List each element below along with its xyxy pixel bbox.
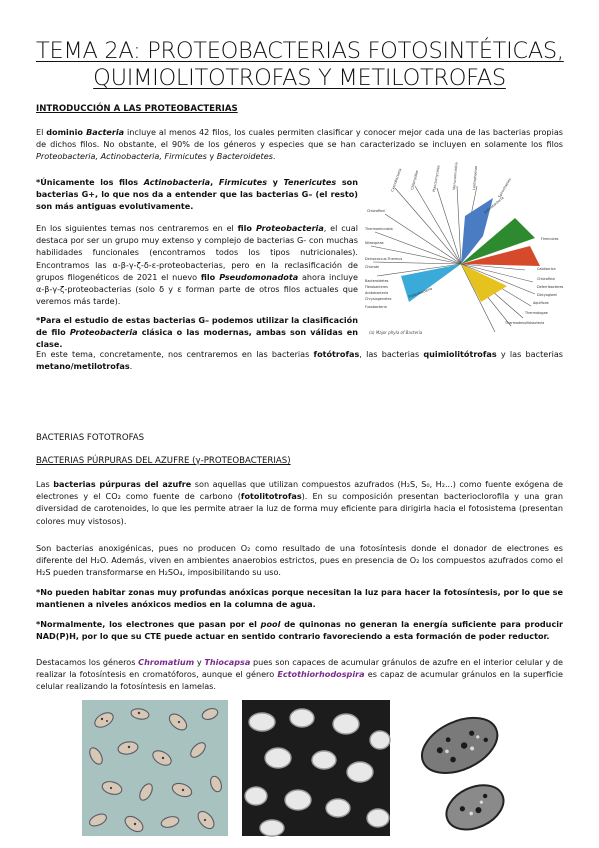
svg-text:Chlamydiae: Chlamydiae [410,169,420,191]
fototrofas-paragraph-1: Las bacterias púrpuras del azufre son aquellas que utilizan compuestos azufrados (H₂S, S₀, H₂...) como fuente exógena de electrones y el CO₂ como fuente de carbono (fotolitotrofas). En su composición presentan bacterioclorofila y una gran diversidad de carotenoides, lo que les permite atraer la luz de forma muy eficiente para dirigirla hacia el fotosistema (presentan colores muy vistosos). [36,479,563,526]
svg-text:Thermodesulfobacteria: Thermodesulfobacteria [505,321,545,325]
intro-paragraph-1: El dominio Bacteria incluye al menos 42 filos, los cuales permiten clasificar y conocer mejor cada una de las bacterias propias de dichos filos. No obstante, el 90% de los géneros y especies que se han caracterizado se incluyen en solamente los filos Proteobacteria, Actinobacteria, Firmicutes y Bacteroidetes. [36,127,564,162]
title-line-1: TEMA 2A: PROTEOBACTERIAS FOTOSINTÉTICAS, [36,38,564,64]
intro-note-1: *Únicamente los filos Actinobacteria, Firmicutes y Tenericutes son bacterias G+, lo que nos da a entender que las bacterias G– (el resto) son más antiguas evolutivamente. [36,177,358,212]
micrograph-ectothiorhodospira [404,700,524,836]
section-heading-intro: INTRODUCCIÓN A LAS PROTEOBACTERIAS [36,104,238,114]
svg-text:Chrysiogenetes: Chrysiogenetes [365,297,392,301]
page-title [36,38,563,92]
svg-text:Planctomycetes: Planctomycetes [432,164,441,193]
svg-text:Chloroflexi: Chloroflexi [367,209,386,213]
svg-text:Deinococcus-Thermus: Deinococcus-Thermus [365,257,403,261]
svg-text:Fusobacteria: Fusobacteria [365,305,387,309]
section-heading-fototrofas: BACTERIAS FOTOTROFAS [36,433,145,443]
svg-text:Thermomicrobia: Thermomicrobia [365,227,393,231]
micrograph-chromatium [82,700,228,836]
svg-text:Chloroflexi: Chloroflexi [537,277,556,281]
svg-text:Dictyoglomi: Dictyoglomi [537,293,558,297]
svg-text:Verrucomicrobia: Verrucomicrobia [452,162,459,191]
intro-note-2: *Para el estudio de estas bacterias G– podemos utilizar la clasificación de filo Proteobacteria clásica o las modernas, ambas son válidas en clase. [36,315,358,350]
svg-text:Spirochaetes: Spirochaetes [497,177,512,199]
svg-text:Cyanobacteria: Cyanobacteria [390,167,403,193]
fototrofas-paragraph-2: Son bacterias anoxigénicas, pues no producen O₂ como resultado de una fotosíntesis donde el donador de electrones es diferente del H₂O. Además, viven en ambientes anaerobios estrictos, pues en presencia de O₂ los compuestos azufrados como el H₂S pueden transformarse en H₂SO₄, imposibilitando su uso. [36,543,563,578]
svg-text:Thermotogae: Thermotogae [525,311,548,315]
svg-text:Fibrobacteres: Fibrobacteres [365,285,388,289]
svg-text:Chlorobi: Chlorobi [365,265,380,269]
intro-paragraph-3: En este tema, concretamente, nos centraremos en las bacterias fotótrofas, las bacterias quimiolitótrofas y las bacterias metano/metilotrofas. [36,349,563,372]
svg-text:Proteobacteria: Proteobacteria [407,286,433,299]
figure-caption: (a) Major phyla of Bacteria [369,330,423,335]
intro-paragraph-2: En los siguientes temas nos centraremos en el filo Proteobacteria, el cual destaca por ser un grupo muy extenso y complejo de bacterias G- con muchas habilidades funcionales (encontramos todos los tipos nutricionales). Encontramos las α-β-γ-ζ-δ-ε-proteobacterias, pero en la reclasificación de grupos filogenéticos de 2021 el nuevo filo Pseudomonadota ahora incluye α-β-γ-ζ-proteobacterias (solo δ y ε forman parte de otros filos actuales que veremos más tarde). [36,223,359,307]
fototrofas-paragraph-3: Destacamos los géneros Chromatium y Thiocapsa pues son capaces de acumular gránulos de azufre en el interior celular y de realizar la fotosíntesis en cromatóforos, aunque el género Ectothiorhodospira es capaz de acumular gránulos en la superficie celular realizando la fotosíntesis en lamelas. [36,657,563,692]
svg-text:Nitrospirae: Nitrospirae [365,241,384,245]
svg-text:Firmicutes: Firmicutes [541,237,559,241]
subsection-heading-purpuras: BACTERIAS PÚRPURAS DEL AZUFRE (γ-PROTEOBACTERIAS) [36,456,291,466]
svg-text:Deferribacteres: Deferribacteres [537,285,564,289]
micrograph-thiocapsa [242,700,390,836]
svg-text:Acidobacteria: Acidobacteria [365,291,389,295]
phylogenetic-tree-figure [365,162,578,336]
fototrofas-note-1: *No pueden habitar zonas muy profundas anóxicas porque necesitan la luz para hacer la fotosíntesis, por lo que se mantienen a niveles anóxicos medios en la columna de agua. [36,587,563,610]
svg-text:Bacteroidetes: Bacteroidetes [365,279,389,283]
svg-text:Caldiserica: Caldiserica [537,267,556,271]
svg-text:Aquificae: Aquificae [533,301,549,305]
fototrofas-note-2: *Normalmente, los electrones que pasan por el pool de quinonas no generan la energía suficiente para producir NAD(P)H, por lo que su CTE puede actuar en sentido contrario favoreciendo a esta formación de poder reductor. [36,619,564,642]
svg-text:Lentisphaerae: Lentisphaerae [472,165,479,191]
svg-text:Actinobacteria: Actinobacteria [483,195,505,215]
title-line-2: QUIMIOLITOTROFAS Y METILOTROFAS [93,65,506,91]
